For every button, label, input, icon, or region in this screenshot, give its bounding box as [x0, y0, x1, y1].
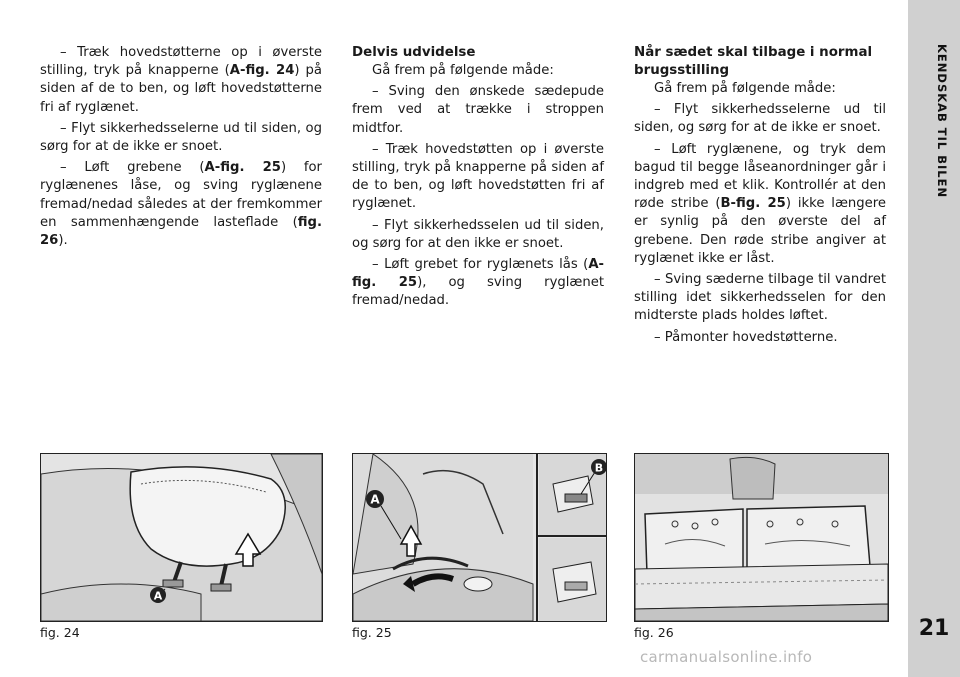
- paragraph: Gå frem på følgende måde:: [372, 63, 554, 78]
- section-heading: Delvis udvidelse: [352, 45, 476, 60]
- figure-caption: fig. 24: [40, 625, 80, 640]
- text-column-2: [352, 44, 604, 314]
- svg-text:B: B: [594, 461, 604, 475]
- paragraph: Gå frem på følgende måde:: [654, 81, 836, 96]
- figure-24-headrest-illustration: [40, 453, 323, 622]
- load-floor-drawing: [635, 454, 888, 621]
- figure-reference: fig. 26: [40, 214, 322, 249]
- section-heading: Når sædet skal tilbage i normal brugsstilling: [634, 45, 873, 78]
- page-number: 21: [918, 616, 950, 641]
- figure-caption: fig. 26: [634, 625, 674, 640]
- watermark: carmanualsonline.info: [640, 648, 813, 666]
- svg-text:A: A: [370, 492, 380, 507]
- figure-26-load-floor-illustration: [634, 453, 889, 622]
- figure-reference: B-fig. 25: [720, 196, 786, 212]
- paragraph: – Sving den ønskede sædepude frem ved at trække i stroppen midtfor.: [352, 84, 604, 136]
- figure-25-seat-lever-illustration: [352, 453, 607, 622]
- paragraph: – Sving sæderne tilbage til vandret stilling idet sikkerhedsselen for den midterste plads holdes løftet.: [634, 272, 886, 324]
- paragraph: – Flyt sikkerhedsselen ud til siden, og sørg for at den ikke er snoet.: [352, 217, 604, 251]
- paragraph: – Flyt sikkerhedsselerne ud til siden, og sørg for at de ikke er snoet.: [40, 120, 322, 155]
- paragraph: – Løft grebene (A-fig. 25) for ryglænenes låse, og sving ryglænene fremad/nedad således at der fremkommer en sammenhængende lasteflade (fig. 26).: [40, 160, 322, 249]
- headrest-drawing: [41, 454, 322, 621]
- text-column-1: [40, 44, 322, 253]
- paragraph: – Træk hovedstøtterne op i øverste stilling, tryk på knapperne (A-fig. 24) på siden af de to ben, og løft hovedstøtterne fri af ryglænet.: [40, 45, 322, 115]
- svg-text:A: A: [153, 589, 163, 603]
- paragraph: – Påmonter hovedstøtterne.: [654, 329, 838, 345]
- paragraph: – Flyt sikkerhedsselerne ud til siden, og sørg for at de ikke er snoet.: [634, 102, 886, 136]
- paragraph: – Løft grebet for ryglænets lås (A-fig. 25), og sving ryglænet fremad/nedad.: [352, 257, 604, 309]
- paragraph: – Træk hovedstøtten op i øverste stilling, tryk på knapperne på siden af de to ben, og løft hovedstøtten fri af ryglænet.: [352, 141, 604, 212]
- figure-reference: A-fig. 25: [204, 160, 281, 176]
- seat-lever-drawing: [353, 454, 606, 621]
- paragraph: – Løft ryglænene, og tryk dem bagud til begge låseanordninger går i indgreb med et klik. Kontrollér at den røde stribe (B-fig. 25) ikke længere er synlig på den øverste del af grebene. Den røde stribe angiver at ryglænet ikke er låst.: [634, 141, 886, 266]
- figure-caption: fig. 25: [352, 625, 392, 640]
- chapter-title: KENDSKAB TIL BILEN: [935, 44, 949, 199]
- figure-reference: A-fig. 24: [229, 63, 295, 79]
- figure-reference: A-fig. 25: [352, 257, 604, 291]
- text-column-3: [634, 44, 886, 350]
